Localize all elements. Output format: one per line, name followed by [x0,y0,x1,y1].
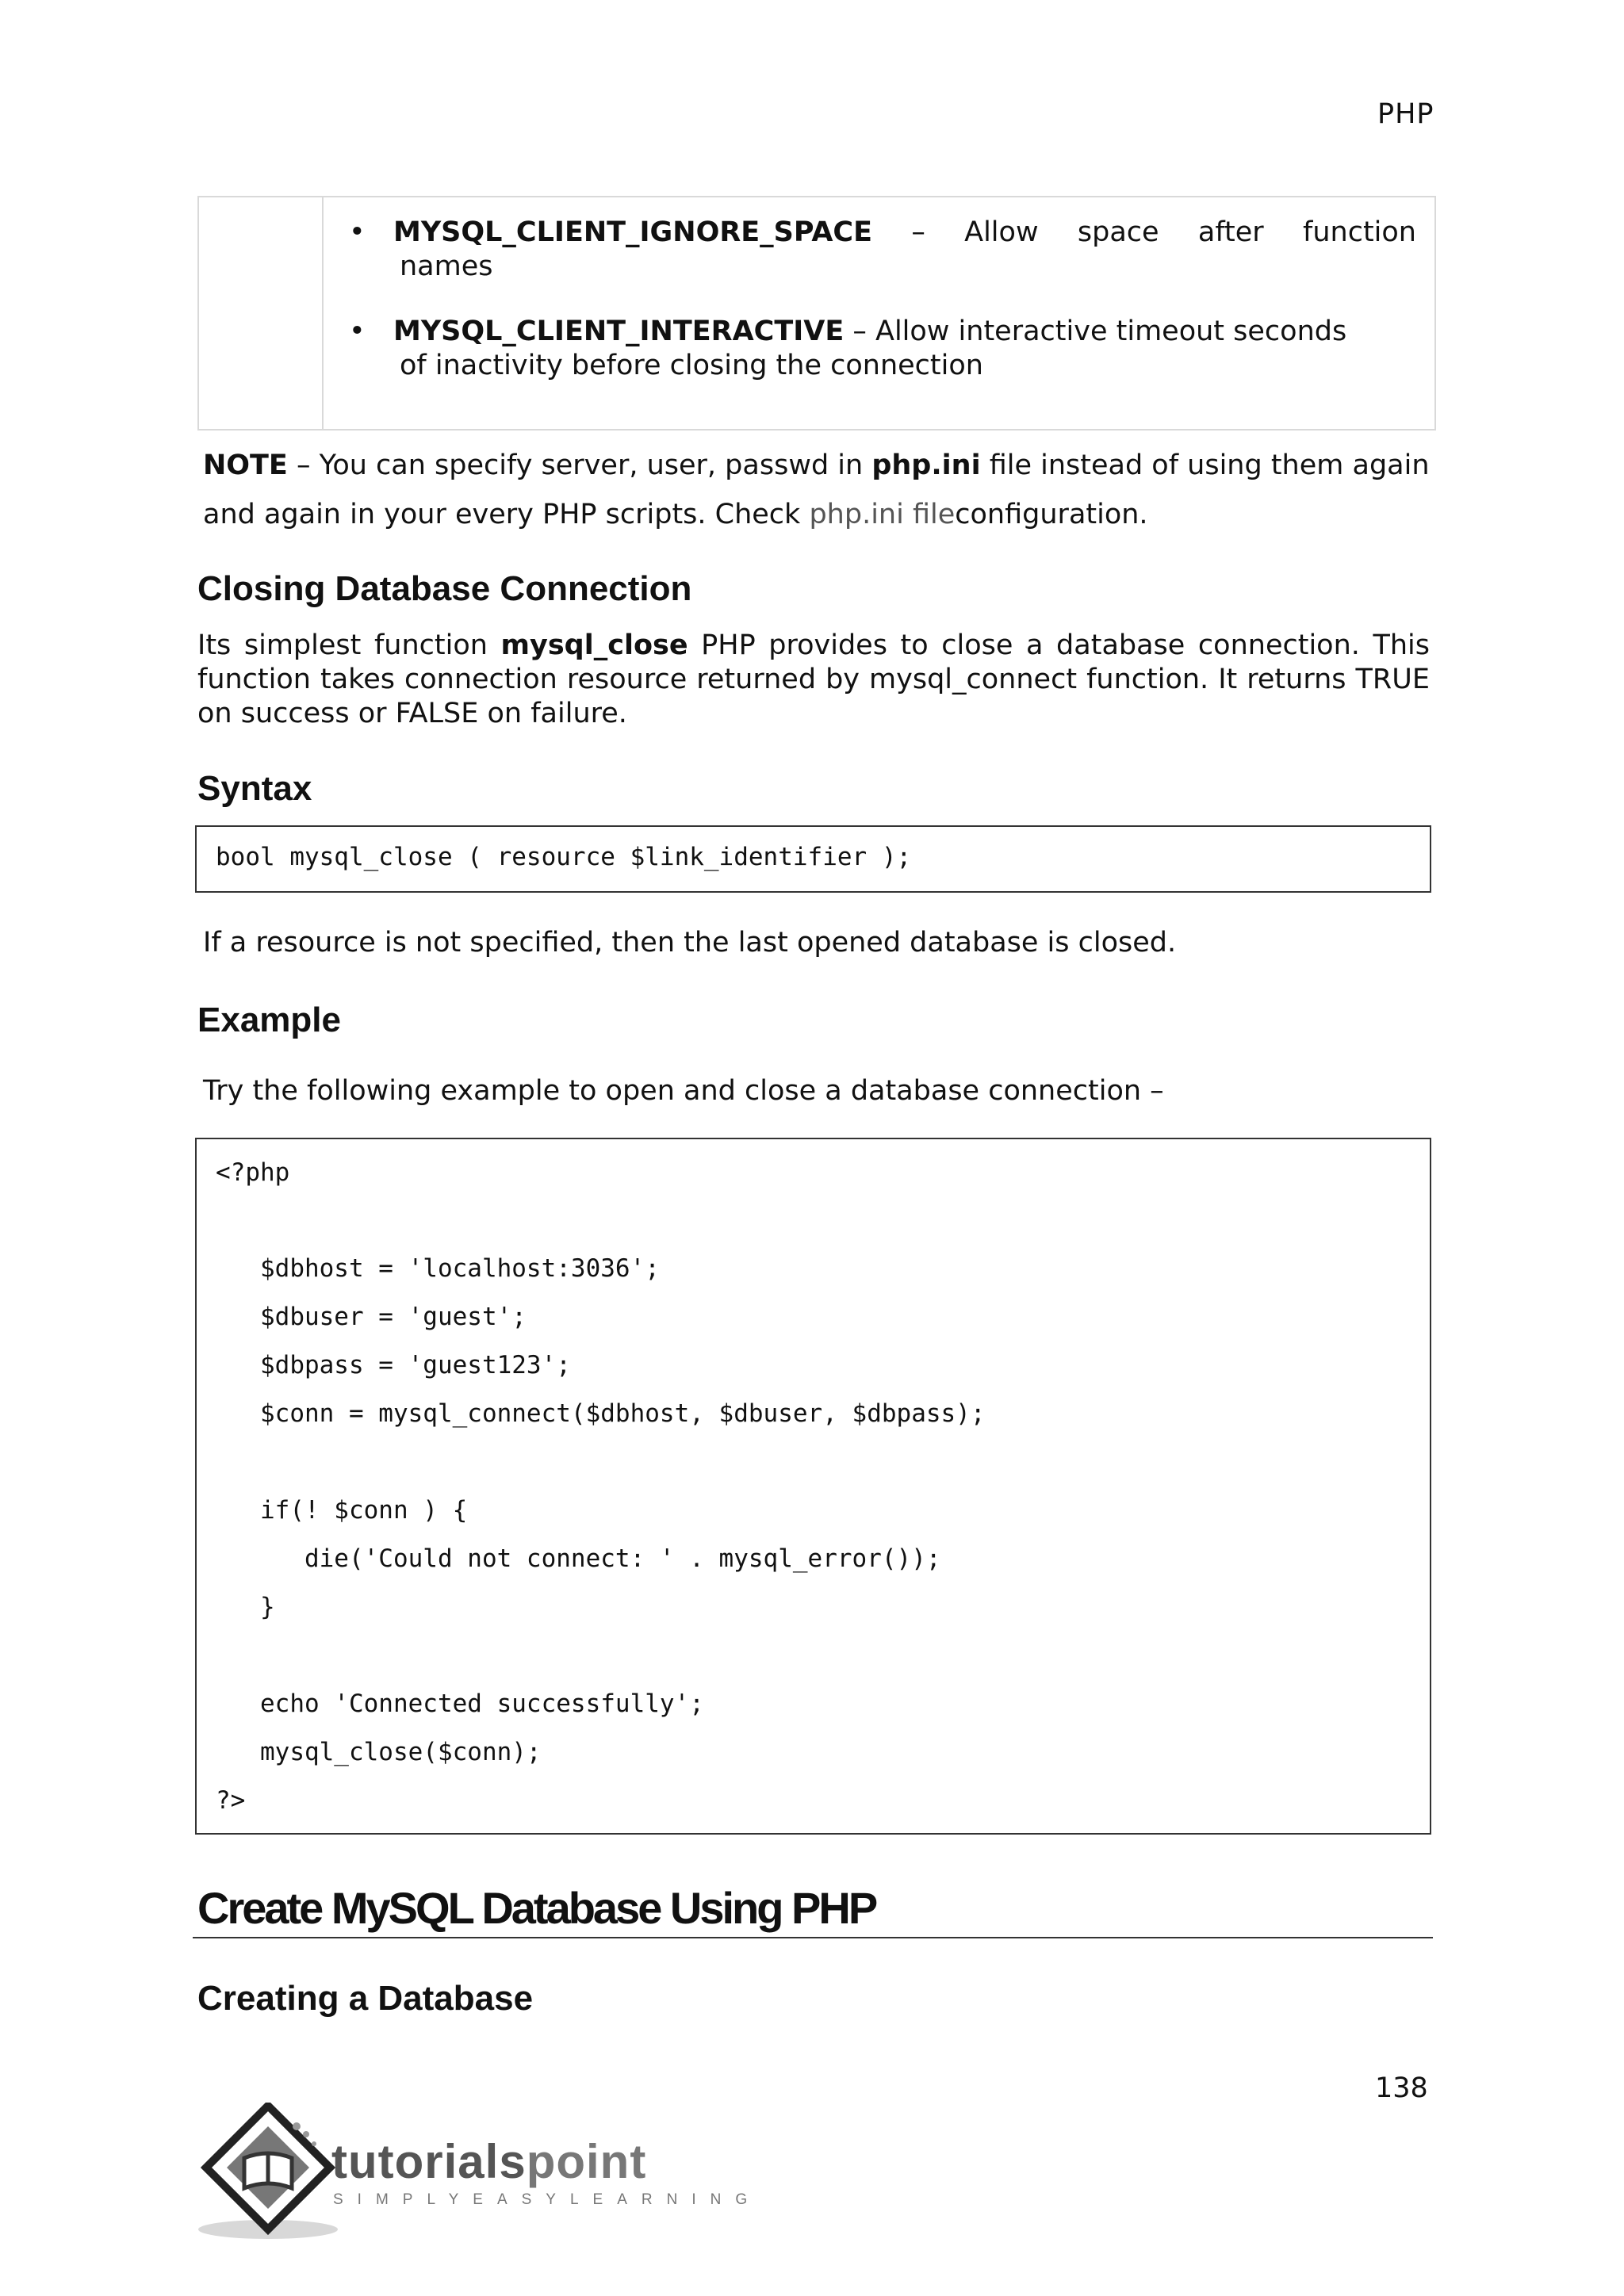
code-line: bool mysql_close ( resource $link_identifier ); [216,843,912,871]
logo-wordmark: tutorialspoint [331,2135,647,2188]
php-ini-config-link[interactable]: php.ini file [809,499,956,530]
code-line: if(! $conn ) { [216,1496,468,1525]
option-desc-cont: of inactivity before closing the connection [400,350,983,381]
section-heading-example: Example [197,1001,341,1039]
option-desc: – Allow interactive timeout seconds [844,316,1347,347]
options-table [197,196,1436,430]
section-heading-syntax: Syntax [197,769,312,808]
example-code-box [195,1138,1431,1835]
code-line: ?> [216,1786,246,1815]
option-desc-cont: names [400,251,493,282]
syntax-code-box [195,825,1431,893]
page-number: 138 [1375,2072,1428,2104]
bullet-icon: • [349,316,366,347]
option-term: MYSQL_CLIENT_IGNORE_SPACE [393,216,873,248]
code-line: die('Could not connect: ' . mysql_error()); [216,1544,941,1573]
example-intro: Try the following example to open and close a database connection – [203,1075,1164,1107]
logo-emblem-icon [195,2103,354,2241]
bullet-icon: • [349,216,366,248]
closing-paragraph: Its simplest function mysql_close PHP provides to close a database connection. This function takes connection resource returned by mysql_connect function. It returns TRUE on success or FALSE on failure. [197,629,1430,729]
section-heading-creating: Creating a Database [197,1979,534,2018]
function-name: mysql_close [500,629,688,661]
chapter-title: Create MySQL Database Using PHP [197,1883,876,1933]
code-line: <?php [216,1158,290,1187]
code-line: $conn = mysql_connect($dbhost, $dbuser, $dbpass); [216,1399,986,1428]
chapter-divider [193,1937,1433,1938]
option-item: • MYSQL_CLIENT_IGNORE_SPACE – Allow space after function names [349,216,1416,282]
syntax-note: If a resource is not specified, then the last opened database is closed. [203,927,1177,959]
logo-tagline: SIMPLYEASYLEARNING [333,2191,762,2208]
page-header-title: PHP [1377,98,1434,130]
code-line: $dbpass = 'guest123'; [216,1351,571,1380]
php-ini-filename: php.ini [871,450,981,481]
code-line: mysql_close($conn); [216,1738,542,1766]
section-heading-closing: Closing Database Connection [197,569,692,608]
note-paragraph: NOTE – You can specify server, user, passwd in php.ini file instead of using them again and again in your every PHP scripts. Check php.ini fileconfiguration. [203,450,1430,530]
note-label: NOTE [203,450,288,481]
tutorialspoint-logo [195,2103,762,2241]
option-term: MYSQL_CLIENT_INTERACTIVE [393,316,845,347]
code-line: } [216,1593,275,1621]
option-item [349,315,1416,383]
code-line: $dbhost = 'localhost:3036'; [216,1254,660,1283]
code-line: echo 'Connected successfully'; [216,1689,704,1718]
code-line: $dbuser = 'guest'; [216,1303,527,1331]
table-column-divider [322,197,324,429]
